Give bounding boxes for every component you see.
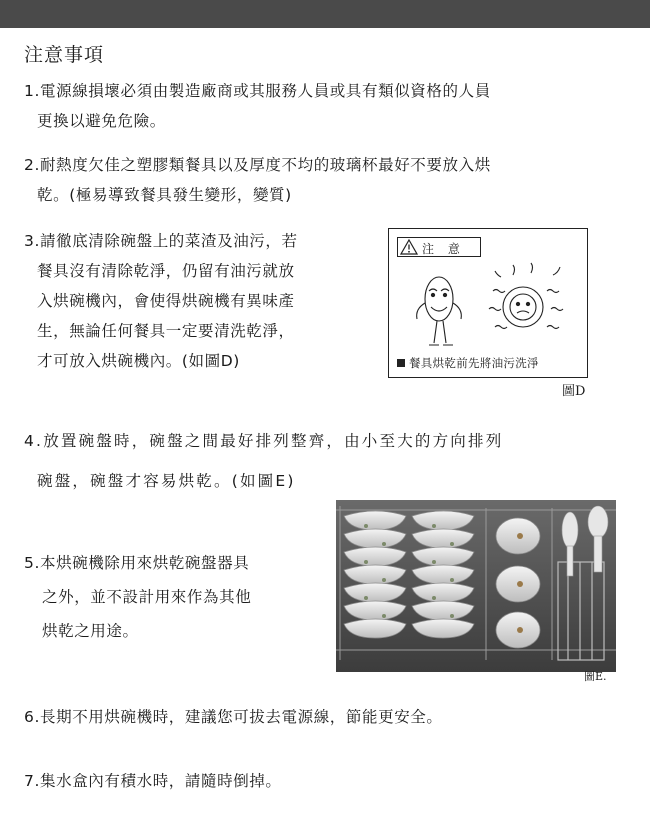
- page-title: 注意事項: [24, 44, 105, 66]
- figure-d-label: 圖D: [562, 384, 586, 399]
- note-2-line-2: 乾。(極易導致餐具發生變形，變質): [37, 186, 292, 204]
- note-2-line-1: 2.耐熱度欠佳之塑膠類餐具以及厚度不均的玻璃杯最好不要放入烘: [24, 156, 491, 174]
- greasy-dish-illustration: [403, 261, 578, 353]
- warning-label-box: [397, 237, 481, 257]
- note-1-line-2: 更換以避免危險。: [37, 112, 166, 130]
- note-7: [24, 766, 282, 796]
- note-4-line-1: 4.放置碗盤時，碗盤之間最好排列整齊，由小至大的方向排列: [24, 432, 504, 450]
- warning-label-text: 注 意: [422, 242, 465, 256]
- warning-icon: [400, 239, 418, 255]
- note-3-line-2: 餐具沒有清除乾淨，仍留有油污就放: [37, 262, 295, 280]
- note-5: [24, 546, 251, 648]
- note-7-line: 7.集水盒內有積水時，請隨時倒掉。: [24, 772, 282, 790]
- note-3-line-1: 3.請徹底清除碗盤上的菜渣及油污，若: [24, 232, 298, 250]
- figure-d-caption: [397, 355, 539, 371]
- figure-e-label: 圖E.: [584, 670, 607, 683]
- note-3-line-4: 生，無論任何餐具一定要清洗乾淨，: [37, 322, 295, 340]
- note-3-line-5: 才可放入烘碗機內。(如圖D): [37, 352, 240, 370]
- figure-d-caption-text: 餐具烘乾前先將油污洗淨: [409, 356, 539, 370]
- note-3: [24, 226, 298, 376]
- figure-e-dish-rack-photo: [336, 500, 616, 672]
- note-2: [24, 150, 491, 210]
- note-1: [24, 76, 491, 136]
- note-3-line-3: 入烘碗機內，會使得烘碗機有異味產: [37, 292, 295, 310]
- bullet-square-icon: [397, 359, 405, 367]
- note-5-line-3: 烘乾之用途。: [42, 622, 139, 640]
- note-4: [24, 426, 503, 496]
- note-6: [24, 702, 443, 732]
- figure-d: [388, 228, 588, 378]
- note-6-line: 6.長期不用烘碗機時，建議您可拔去電源線，節能更安全。: [24, 708, 443, 726]
- note-5-line-2: 之外，並不設計用來作為其他: [42, 588, 252, 606]
- note-1-line-1: 1.電源線損壞必須由製造廠商或其服務人員或具有類似資格的人員: [24, 82, 491, 100]
- note-5-line-1: 5.本烘碗機除用來烘乾碗盤器具: [24, 554, 250, 572]
- note-4-line-2: 碗盤，碗盤才容易烘乾。(如圖E): [37, 472, 296, 490]
- top-bar: [0, 0, 650, 28]
